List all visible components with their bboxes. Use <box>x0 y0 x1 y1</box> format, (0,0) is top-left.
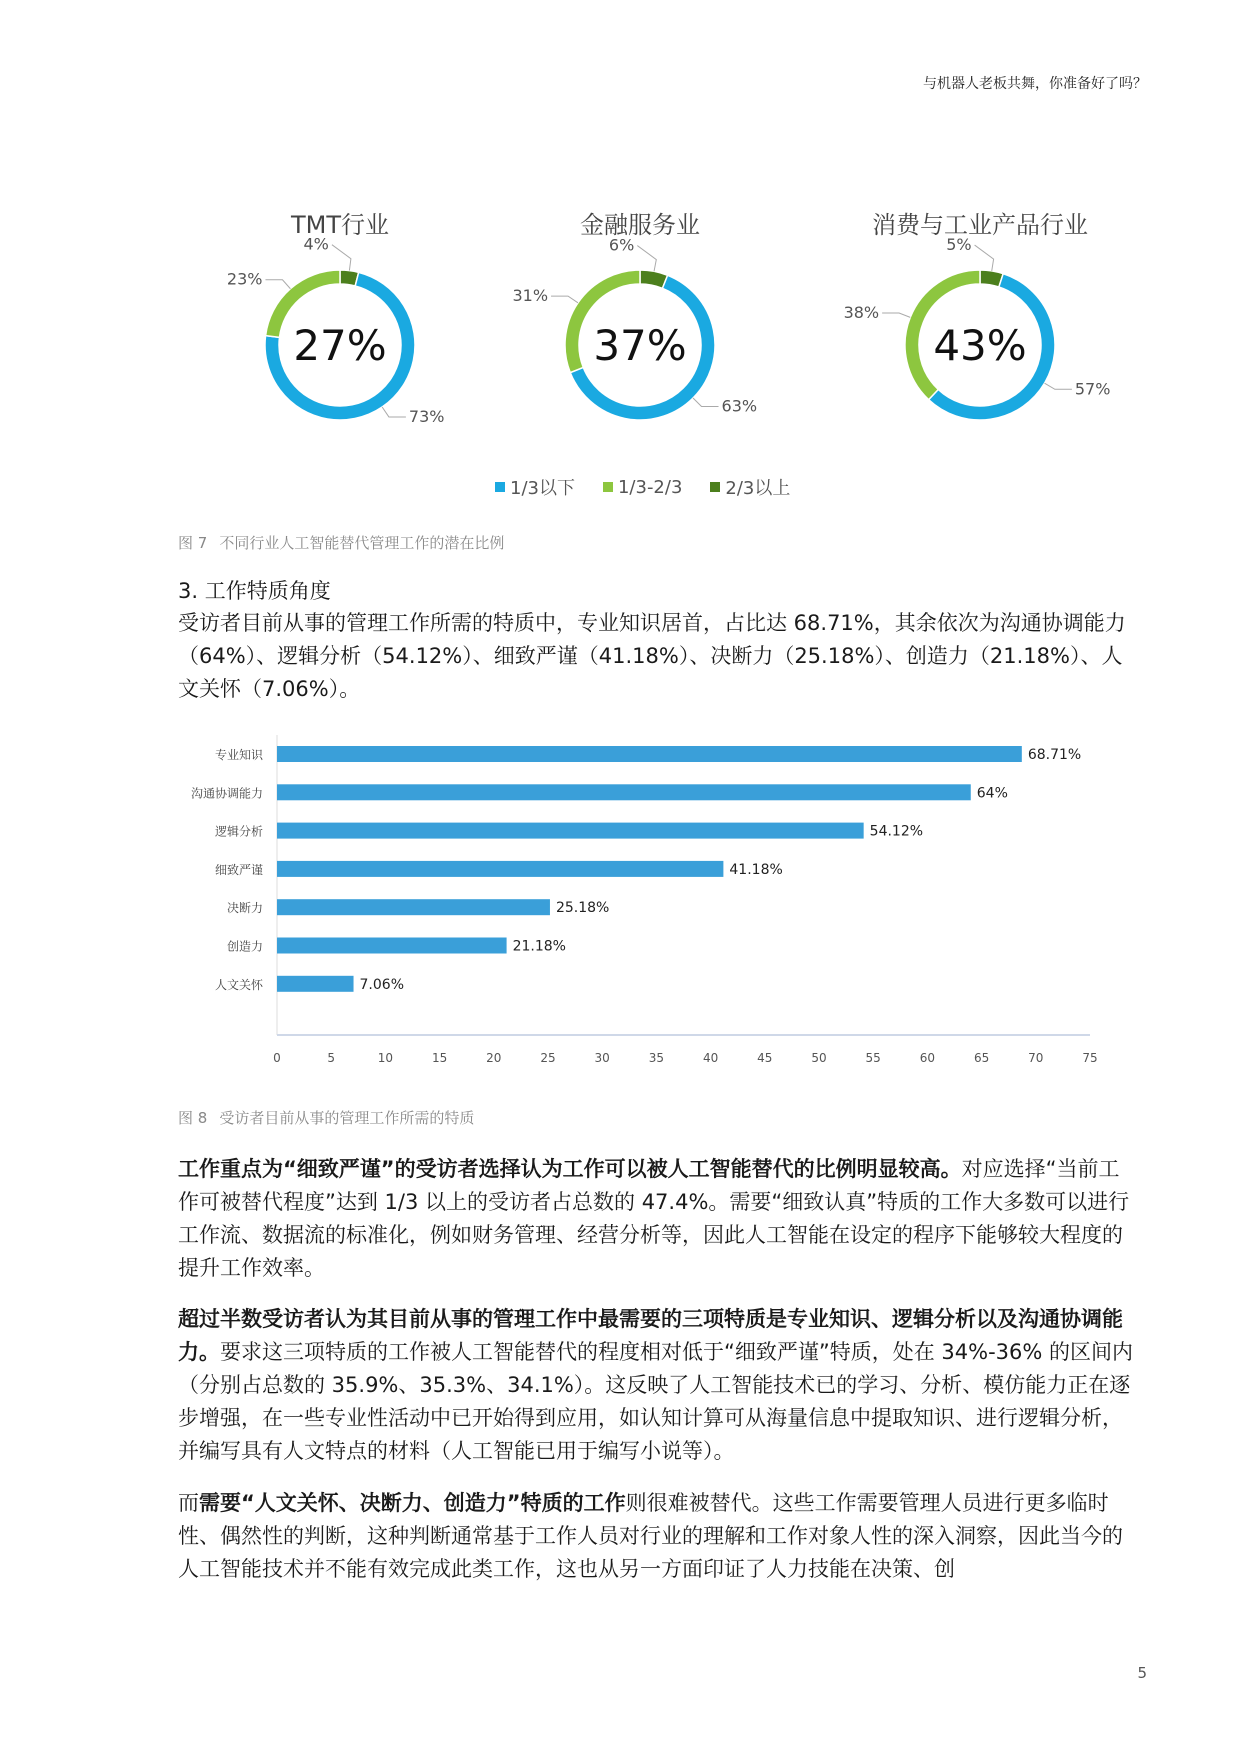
x-tick-label: 25 <box>540 1051 556 1065</box>
x-tick-label: 5 <box>327 1051 336 1065</box>
paragraph-hard-to-replace <box>178 1487 1138 1586</box>
donut-legend <box>495 474 790 500</box>
donut-segment-label: 31% <box>512 286 549 306</box>
legend-swatch <box>603 482 613 492</box>
donut-segment-label: 4% <box>303 234 329 254</box>
donut-segment-label: 5% <box>946 235 972 255</box>
paragraph-top-three-traits <box>178 1303 1138 1468</box>
bar <box>277 784 971 800</box>
donut-segment-label: 6% <box>608 235 635 255</box>
paragraph-prefix: 而 <box>178 1491 199 1515</box>
bar-category-label: 沟通协调能力 <box>190 786 263 801</box>
figure-number: 图 8 <box>178 1109 208 1127</box>
paragraph-body: 要求这三项特质的工作被人工智能替代的程度相对低于“细致严谨”特质，处在 34%-36% 的区间内（分别占总数的 35.9%、35.3%、34.1%）。这反映了人工智能技术已的学习、分析、模仿能力正在逐步增强，在一些专业性活动中已开始得到应用，如认知计算可从海量信息中提取知识、进行逻辑分析，并编写具有人文特点的材料（人工智能已用于编写小说等）。 <box>178 1340 1134 1463</box>
paragraph-lead: 超过半数受访者认为其目前从事的管理工作中最需要的三项特质是专业知识、逻辑分析以及沟通协调能力。 <box>178 1307 1123 1364</box>
label-leader-line <box>1045 383 1072 389</box>
donut-center-value: 37% <box>593 321 687 370</box>
legend-item-mid <box>603 474 682 500</box>
bar-category-label: 逻辑分析 <box>214 824 263 839</box>
bar-value-label: 64% <box>976 785 1008 802</box>
bar <box>277 899 550 915</box>
bar-category-label: 创造力 <box>226 939 263 954</box>
figure-caption-text: 不同行业人工智能替代管理工作的潜在比例 <box>219 534 505 552</box>
figure-caption-text: 受访者目前从事的管理工作所需的特质 <box>219 1109 475 1127</box>
paragraph-lead: 需要“人文关怀、决断力、创造力”特质的工作 <box>199 1491 626 1515</box>
paragraph-lead: 工作重点为“细致严谨”的受访者选择认为工作可以被人工智能替代的比例明显较高。 <box>178 1157 962 1181</box>
legend-swatch <box>495 482 505 492</box>
x-tick-label: 40 <box>702 1051 719 1065</box>
donut-title: TMT行业 <box>290 211 390 239</box>
label-leader-line <box>637 246 656 272</box>
donut-segment-label: 63% <box>721 396 758 416</box>
legend-item-low <box>495 474 575 500</box>
x-tick-label: 35 <box>648 1051 665 1065</box>
donut-svg-1 <box>512 211 758 455</box>
traits-bar-chart <box>178 735 1098 1070</box>
bar-category-label: 人文关怀 <box>214 977 263 992</box>
donut-chart-tmt <box>226 211 450 459</box>
x-tick-label: 30 <box>594 1051 610 1065</box>
legend-item-high <box>710 474 790 500</box>
running-header: 与机器人老板共舞，你准备好了吗？ <box>923 76 1147 92</box>
label-leader-line <box>975 245 994 271</box>
label-leader-line <box>551 296 578 303</box>
paragraph-body: 对应选择“当前工作可被替代程度”达到 1/3 以上的受访者占总数的 47.4%。需要“细致认真”特质的工作大多数可以进行工作流、数据流的标准化，例如财务管理、经营分析等，因此人工智能在设定的程序下能够较大程度的提升工作效率。 <box>178 1157 1130 1280</box>
x-tick-label: 70 <box>1028 1051 1044 1065</box>
bar <box>277 938 507 954</box>
label-leader-line <box>332 245 351 271</box>
x-tick-label: 45 <box>757 1051 773 1065</box>
legend-swatch <box>710 482 720 492</box>
label-leader-line <box>265 280 290 289</box>
donut-center-value: 43% <box>933 321 1027 370</box>
donut-title: 消费与工业产品行业 <box>872 211 1088 239</box>
figure-7-caption <box>178 532 504 553</box>
bar-category-label: 专业知识 <box>214 748 263 762</box>
x-tick-label: 0 <box>273 1051 281 1065</box>
donut-segment-label: 57% <box>1074 379 1111 399</box>
paragraph-detail-oriented <box>178 1153 1138 1285</box>
bar-value-label: 54.12% <box>869 823 924 840</box>
bar <box>277 976 354 992</box>
donut-segment-label: 73% <box>408 406 445 426</box>
x-tick-label: 15 <box>431 1051 448 1065</box>
figure-number: 图 7 <box>178 534 208 552</box>
bar-category-label: 决断力 <box>226 901 263 916</box>
donut-title: 金融服务业 <box>580 211 700 239</box>
donut-segment-label: 23% <box>226 269 263 289</box>
donut-chart-finance <box>512 211 758 459</box>
donut-center-value: 27% <box>293 321 387 370</box>
figure-8-caption <box>178 1107 474 1128</box>
x-tick-label: 20 <box>486 1051 502 1065</box>
donut-chart-consumer <box>843 211 1111 459</box>
x-tick-label: 55 <box>865 1051 881 1065</box>
x-tick-label: 10 <box>377 1051 394 1065</box>
x-tick-label: 75 <box>1082 1051 1098 1065</box>
x-tick-label: 65 <box>973 1051 990 1065</box>
legend-label: 2/3以上 <box>725 478 791 499</box>
paragraph-traits-summary: 受访者目前从事的管理工作所需的特质中，专业知识居首，占比达 68.71%，其余依次为沟通协调能力（64%）、逻辑分析（54.12%）、细致严谨（41.18%）、决断力（25.18%）、创造力（21.18%）、人文关怀（7.06%）。 <box>178 611 1126 701</box>
donut-svg-2 <box>843 211 1111 455</box>
bar <box>277 746 1022 762</box>
bar-value-label: 7.06% <box>359 976 405 993</box>
page-number: 5 <box>1137 1664 1147 1682</box>
donut-svg-0 <box>226 211 450 455</box>
x-tick-label: 60 <box>919 1051 936 1065</box>
legend-label: 1/3-2/3 <box>617 476 683 498</box>
section-heading: 3. 工作特质角度 <box>178 579 331 603</box>
label-leader-line <box>382 407 406 417</box>
bar <box>277 823 864 839</box>
bar-value-label: 68.71% <box>1027 747 1082 763</box>
x-tick-label: 50 <box>811 1051 827 1065</box>
legend-label: 1/3以下 <box>510 478 575 499</box>
label-leader-line <box>693 398 718 406</box>
donut-segment-label: 38% <box>843 302 880 322</box>
bar-value-label: 41.18% <box>729 861 783 878</box>
label-leader-line <box>882 313 910 317</box>
bar-value-label: 25.18% <box>555 900 610 917</box>
bar-value-label: 21.18% <box>512 938 566 955</box>
bar <box>277 861 723 877</box>
bar-category-label: 细致严谨 <box>214 862 263 877</box>
paragraph-body: 则很难被替代。这些工作需要管理人员进行更多临时性、偶然性的判断，这种判断通常基于工作人员对行业的理解和工作对象人性的深入洞察，因此当今的人工智能技术并不能有效完成此类工作，这也从另一方面印证了人力技能在决策、创 <box>178 1491 1123 1581</box>
